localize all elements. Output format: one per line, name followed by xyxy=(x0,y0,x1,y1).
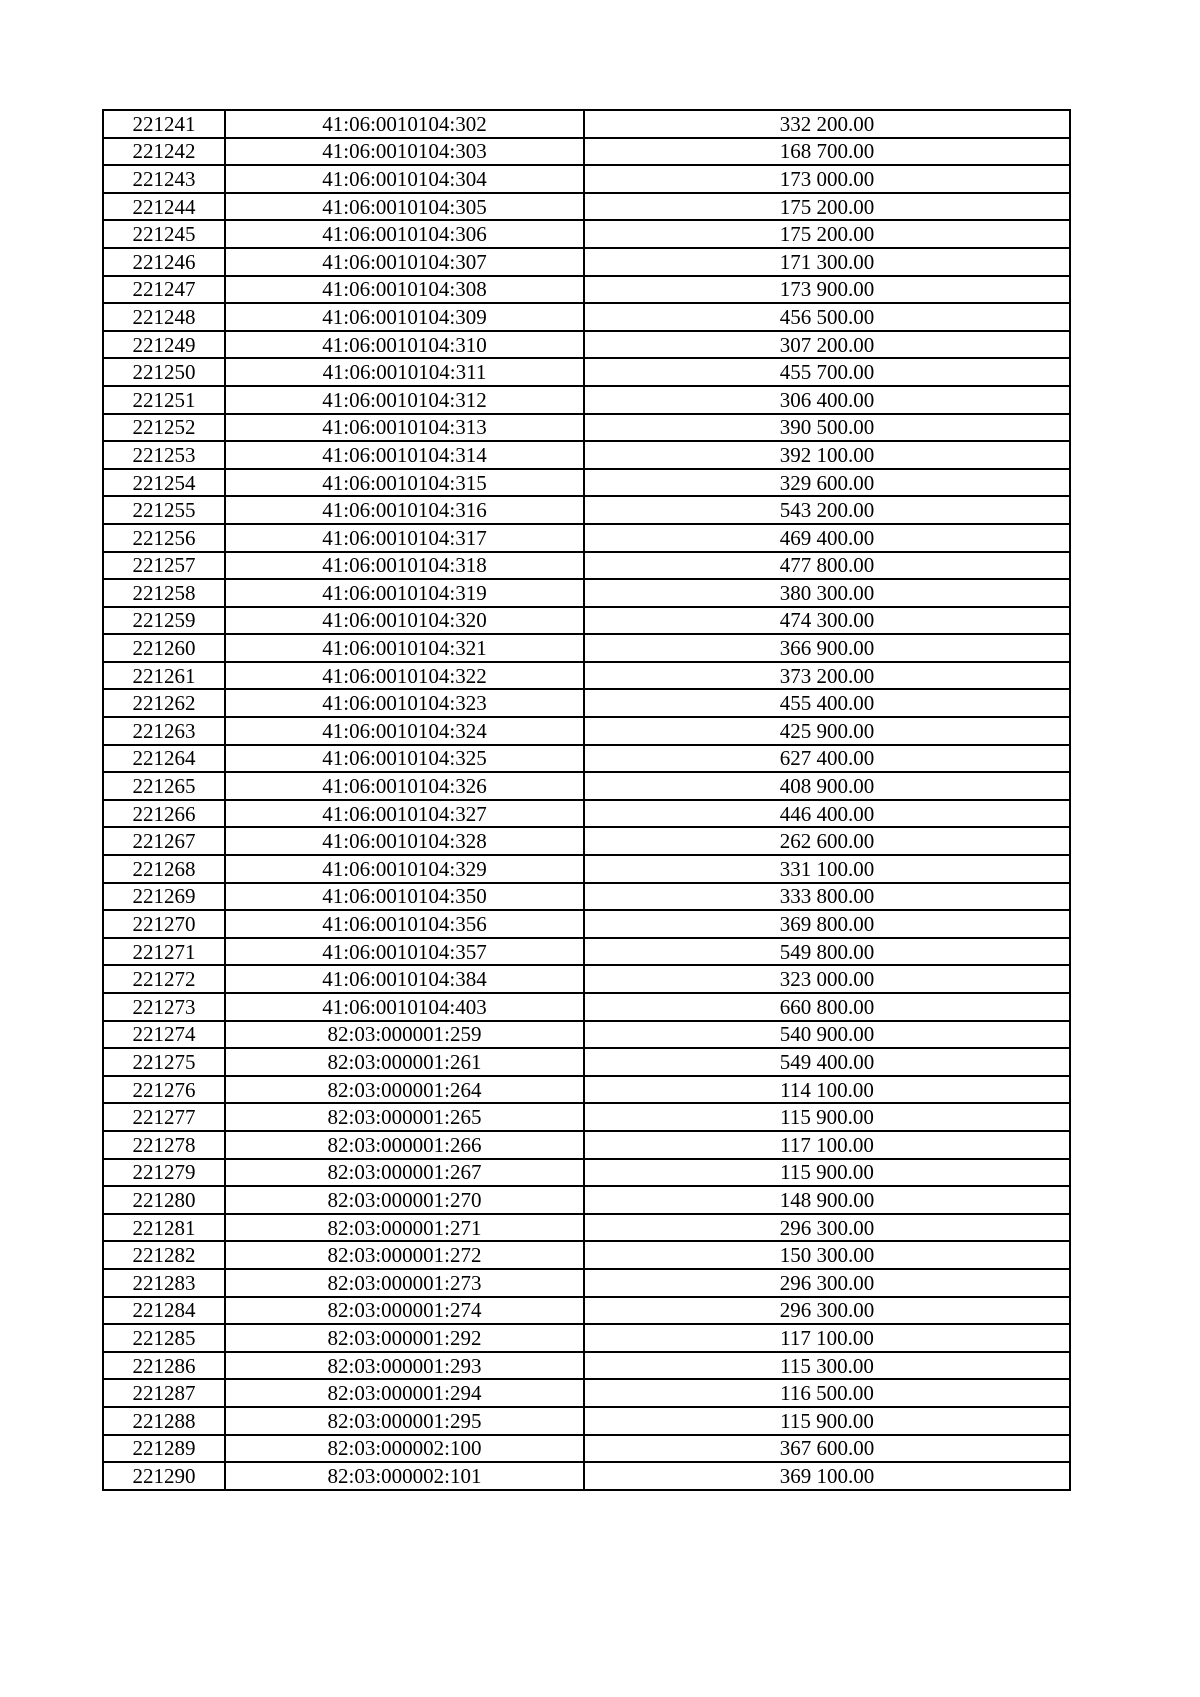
table-row xyxy=(103,745,1070,773)
row-number-cell: 221265 xyxy=(103,772,225,800)
table-row xyxy=(103,1241,1070,1269)
row-number-cell: 221285 xyxy=(103,1324,225,1352)
cadastral-value-cell: 296 300.00 xyxy=(584,1269,1070,1297)
cadastral-value-cell: 455 400.00 xyxy=(584,689,1070,717)
cadastral-value-cell: 168 700.00 xyxy=(584,138,1070,166)
cadastral-value-cell: 455 700.00 xyxy=(584,358,1070,386)
table-row xyxy=(103,1159,1070,1187)
cadastral-value-cell: 390 500.00 xyxy=(584,414,1070,442)
cadastral-number-cell: 82:03:000001:273 xyxy=(225,1269,584,1297)
cadastral-number-cell: 41:06:0010104:309 xyxy=(225,303,584,331)
cadastral-value-cell: 173 900.00 xyxy=(584,276,1070,304)
row-number-cell: 221280 xyxy=(103,1186,225,1214)
row-number-cell: 221271 xyxy=(103,938,225,966)
row-number-cell: 221273 xyxy=(103,993,225,1021)
row-number-cell: 221272 xyxy=(103,965,225,993)
cadastral-number-cell: 41:06:0010104:323 xyxy=(225,689,584,717)
table-row xyxy=(103,1131,1070,1159)
cadastral-number-cell: 82:03:000001:274 xyxy=(225,1297,584,1325)
row-number-cell: 221245 xyxy=(103,220,225,248)
table-row xyxy=(103,414,1070,442)
table-row xyxy=(103,165,1070,193)
row-number-cell: 221267 xyxy=(103,827,225,855)
table-row xyxy=(103,248,1070,276)
cadastral-value-cell: 373 200.00 xyxy=(584,662,1070,690)
row-number-cell: 221260 xyxy=(103,634,225,662)
cadastral-number-cell: 41:06:0010104:326 xyxy=(225,772,584,800)
row-number-cell: 221258 xyxy=(103,579,225,607)
row-number-cell: 221250 xyxy=(103,358,225,386)
row-number-cell: 221288 xyxy=(103,1407,225,1435)
cadastral-number-cell: 82:03:000001:264 xyxy=(225,1076,584,1104)
row-number-cell: 221256 xyxy=(103,524,225,552)
table-body xyxy=(103,110,1070,1490)
row-number-cell: 221246 xyxy=(103,248,225,276)
table-row xyxy=(103,634,1070,662)
cadastral-value-cell: 331 100.00 xyxy=(584,855,1070,883)
cadastral-number-cell: 41:06:0010104:325 xyxy=(225,745,584,773)
cadastral-number-cell: 41:06:0010104:318 xyxy=(225,552,584,580)
cadastral-number-cell: 41:06:0010104:313 xyxy=(225,414,584,442)
row-number-cell: 221252 xyxy=(103,414,225,442)
cadastral-number-cell: 82:03:000001:266 xyxy=(225,1131,584,1159)
table-row xyxy=(103,1214,1070,1242)
table-row xyxy=(103,993,1070,1021)
cadastral-number-cell: 82:03:000002:101 xyxy=(225,1462,584,1490)
cadastral-number-cell: 41:06:0010104:307 xyxy=(225,248,584,276)
row-number-cell: 221282 xyxy=(103,1241,225,1269)
cadastral-value-cell: 116 500.00 xyxy=(584,1379,1070,1407)
cadastral-value-cell: 150 300.00 xyxy=(584,1241,1070,1269)
row-number-cell: 221259 xyxy=(103,607,225,635)
table-row xyxy=(103,1379,1070,1407)
cadastral-value-cell: 117 100.00 xyxy=(584,1324,1070,1352)
cadastral-value-cell: 148 900.00 xyxy=(584,1186,1070,1214)
table-row xyxy=(103,689,1070,717)
cadastral-number-cell: 41:06:0010104:312 xyxy=(225,386,584,414)
cadastral-value-cell: 380 300.00 xyxy=(584,579,1070,607)
cadastral-number-cell: 41:06:0010104:314 xyxy=(225,441,584,469)
cadastral-number-cell: 41:06:0010104:350 xyxy=(225,883,584,911)
cadastral-value-cell: 446 400.00 xyxy=(584,800,1070,828)
cadastral-value-cell: 367 600.00 xyxy=(584,1435,1070,1463)
row-number-cell: 221284 xyxy=(103,1297,225,1325)
table-row xyxy=(103,138,1070,166)
cadastral-value-cell: 175 200.00 xyxy=(584,220,1070,248)
table-row xyxy=(103,469,1070,497)
row-number-cell: 221266 xyxy=(103,800,225,828)
cadastral-number-cell: 82:03:000001:267 xyxy=(225,1159,584,1187)
row-number-cell: 221269 xyxy=(103,883,225,911)
cadastral-value-cell: 425 900.00 xyxy=(584,717,1070,745)
table-row xyxy=(103,552,1070,580)
cadastral-value-cell: 323 000.00 xyxy=(584,965,1070,993)
cadastral-number-cell: 82:03:000001:292 xyxy=(225,1324,584,1352)
table-row xyxy=(103,358,1070,386)
row-number-cell: 221261 xyxy=(103,662,225,690)
row-number-cell: 221251 xyxy=(103,386,225,414)
cadastral-number-cell: 41:06:0010104:303 xyxy=(225,138,584,166)
table-row xyxy=(103,1297,1070,1325)
table-row xyxy=(103,524,1070,552)
table-row xyxy=(103,331,1070,359)
cadastral-value-cell: 333 800.00 xyxy=(584,883,1070,911)
table-row xyxy=(103,1103,1070,1131)
cadastral-number-cell: 41:06:0010104:319 xyxy=(225,579,584,607)
cadastral-number-cell: 41:06:0010104:324 xyxy=(225,717,584,745)
row-number-cell: 221248 xyxy=(103,303,225,331)
cadastral-number-cell: 41:06:0010104:308 xyxy=(225,276,584,304)
table-row xyxy=(103,855,1070,883)
cadastral-number-cell: 82:03:000002:100 xyxy=(225,1435,584,1463)
cadastral-value-cell: 114 100.00 xyxy=(584,1076,1070,1104)
row-number-cell: 221278 xyxy=(103,1131,225,1159)
row-number-cell: 221254 xyxy=(103,469,225,497)
row-number-cell: 221287 xyxy=(103,1379,225,1407)
cadastral-value-cell: 306 400.00 xyxy=(584,386,1070,414)
row-number-cell: 221241 xyxy=(103,110,225,138)
table-row xyxy=(103,276,1070,304)
row-number-cell: 221277 xyxy=(103,1103,225,1131)
table-row xyxy=(103,910,1070,938)
table-row xyxy=(103,772,1070,800)
cadastral-value-cell: 329 600.00 xyxy=(584,469,1070,497)
row-number-cell: 221247 xyxy=(103,276,225,304)
row-number-cell: 221244 xyxy=(103,193,225,221)
cadastral-value-cell: 627 400.00 xyxy=(584,745,1070,773)
cadastral-value-cell: 392 100.00 xyxy=(584,441,1070,469)
table-row xyxy=(103,965,1070,993)
cadastral-number-cell: 41:06:0010104:322 xyxy=(225,662,584,690)
cadastral-value-cell: 115 900.00 xyxy=(584,1159,1070,1187)
cadastral-value-cell: 366 900.00 xyxy=(584,634,1070,662)
cadastral-number-cell: 41:06:0010104:328 xyxy=(225,827,584,855)
row-number-cell: 221257 xyxy=(103,552,225,580)
table-row xyxy=(103,938,1070,966)
cadastral-number-cell: 41:06:0010104:327 xyxy=(225,800,584,828)
table-row xyxy=(103,662,1070,690)
row-number-cell: 221264 xyxy=(103,745,225,773)
cadastral-number-cell: 41:06:0010104:356 xyxy=(225,910,584,938)
row-number-cell: 221270 xyxy=(103,910,225,938)
cadastral-number-cell: 82:03:000001:270 xyxy=(225,1186,584,1214)
cadastral-number-cell: 41:06:0010104:305 xyxy=(225,193,584,221)
table-row xyxy=(103,800,1070,828)
cadastral-number-cell: 41:06:0010104:316 xyxy=(225,496,584,524)
cadastral-value-cell: 115 300.00 xyxy=(584,1352,1070,1380)
row-number-cell: 221243 xyxy=(103,165,225,193)
table-row xyxy=(103,579,1070,607)
cadastral-value-cell: 262 600.00 xyxy=(584,827,1070,855)
row-number-cell: 221255 xyxy=(103,496,225,524)
cadastral-number-cell: 41:06:0010104:317 xyxy=(225,524,584,552)
cadastral-number-cell: 82:03:000001:295 xyxy=(225,1407,584,1435)
cadastral-value-cell: 549 400.00 xyxy=(584,1048,1070,1076)
cadastral-number-cell: 41:06:0010104:357 xyxy=(225,938,584,966)
row-number-cell: 221290 xyxy=(103,1462,225,1490)
cadastral-number-cell: 82:03:000001:271 xyxy=(225,1214,584,1242)
cadastral-value-cell: 296 300.00 xyxy=(584,1214,1070,1242)
cadastral-number-cell: 82:03:000001:259 xyxy=(225,1021,584,1049)
cadastral-number-cell: 82:03:000001:265 xyxy=(225,1103,584,1131)
cadastral-value-table xyxy=(102,109,1071,1491)
cadastral-value-cell: 477 800.00 xyxy=(584,552,1070,580)
row-number-cell: 221268 xyxy=(103,855,225,883)
table-row xyxy=(103,1186,1070,1214)
cadastral-value-cell: 474 300.00 xyxy=(584,607,1070,635)
table-row xyxy=(103,496,1070,524)
cadastral-number-cell: 82:03:000001:261 xyxy=(225,1048,584,1076)
row-number-cell: 221281 xyxy=(103,1214,225,1242)
cadastral-number-cell: 41:06:0010104:315 xyxy=(225,469,584,497)
cadastral-value-cell: 543 200.00 xyxy=(584,496,1070,524)
cadastral-number-cell: 41:06:0010104:311 xyxy=(225,358,584,386)
cadastral-value-cell: 171 300.00 xyxy=(584,248,1070,276)
cadastral-value-cell: 549 800.00 xyxy=(584,938,1070,966)
cadastral-number-cell: 41:06:0010104:329 xyxy=(225,855,584,883)
table-row xyxy=(103,827,1070,855)
table-row xyxy=(103,441,1070,469)
cadastral-number-cell: 41:06:0010104:302 xyxy=(225,110,584,138)
cadastral-number-cell: 82:03:000001:293 xyxy=(225,1352,584,1380)
table-row xyxy=(103,1352,1070,1380)
cadastral-value-cell: 369 800.00 xyxy=(584,910,1070,938)
cadastral-value-cell: 408 900.00 xyxy=(584,772,1070,800)
row-number-cell: 221262 xyxy=(103,689,225,717)
cadastral-value-cell: 369 100.00 xyxy=(584,1462,1070,1490)
table-row xyxy=(103,110,1070,138)
cadastral-value-cell: 115 900.00 xyxy=(584,1407,1070,1435)
table-row xyxy=(103,883,1070,911)
row-number-cell: 221286 xyxy=(103,1352,225,1380)
cadastral-value-cell: 175 200.00 xyxy=(584,193,1070,221)
cadastral-value-cell: 660 800.00 xyxy=(584,993,1070,1021)
table-row xyxy=(103,1021,1070,1049)
table-row xyxy=(103,1076,1070,1104)
cadastral-value-cell: 115 900.00 xyxy=(584,1103,1070,1131)
cadastral-number-cell: 41:06:0010104:306 xyxy=(225,220,584,248)
table-row xyxy=(103,193,1070,221)
table-row xyxy=(103,1435,1070,1463)
cadastral-number-cell: 41:06:0010104:403 xyxy=(225,993,584,1021)
cadastral-value-cell: 469 400.00 xyxy=(584,524,1070,552)
row-number-cell: 221253 xyxy=(103,441,225,469)
cadastral-value-cell: 307 200.00 xyxy=(584,331,1070,359)
table-row xyxy=(103,220,1070,248)
row-number-cell: 221249 xyxy=(103,331,225,359)
row-number-cell: 221276 xyxy=(103,1076,225,1104)
cadastral-number-cell: 41:06:0010104:384 xyxy=(225,965,584,993)
cadastral-number-cell: 41:06:0010104:304 xyxy=(225,165,584,193)
row-number-cell: 221279 xyxy=(103,1159,225,1187)
table-row xyxy=(103,303,1070,331)
table-row xyxy=(103,1269,1070,1297)
table-row xyxy=(103,1048,1070,1076)
row-number-cell: 221242 xyxy=(103,138,225,166)
row-number-cell: 221283 xyxy=(103,1269,225,1297)
row-number-cell: 221289 xyxy=(103,1435,225,1463)
cadastral-number-cell: 41:06:0010104:321 xyxy=(225,634,584,662)
cadastral-number-cell: 41:06:0010104:310 xyxy=(225,331,584,359)
cadastral-number-cell: 82:03:000001:272 xyxy=(225,1241,584,1269)
table-row xyxy=(103,717,1070,745)
table-row xyxy=(103,607,1070,635)
row-number-cell: 221274 xyxy=(103,1021,225,1049)
row-number-cell: 221275 xyxy=(103,1048,225,1076)
cadastral-value-cell: 296 300.00 xyxy=(584,1297,1070,1325)
table-row xyxy=(103,1324,1070,1352)
cadastral-number-cell: 82:03:000001:294 xyxy=(225,1379,584,1407)
table-row xyxy=(103,1462,1070,1490)
row-number-cell: 221263 xyxy=(103,717,225,745)
table-row xyxy=(103,1407,1070,1435)
cadastral-value-cell: 456 500.00 xyxy=(584,303,1070,331)
cadastral-value-cell: 117 100.00 xyxy=(584,1131,1070,1159)
cadastral-number-cell: 41:06:0010104:320 xyxy=(225,607,584,635)
table-row xyxy=(103,386,1070,414)
cadastral-value-cell: 173 000.00 xyxy=(584,165,1070,193)
cadastral-value-cell: 332 200.00 xyxy=(584,110,1070,138)
cadastral-value-cell: 540 900.00 xyxy=(584,1021,1070,1049)
